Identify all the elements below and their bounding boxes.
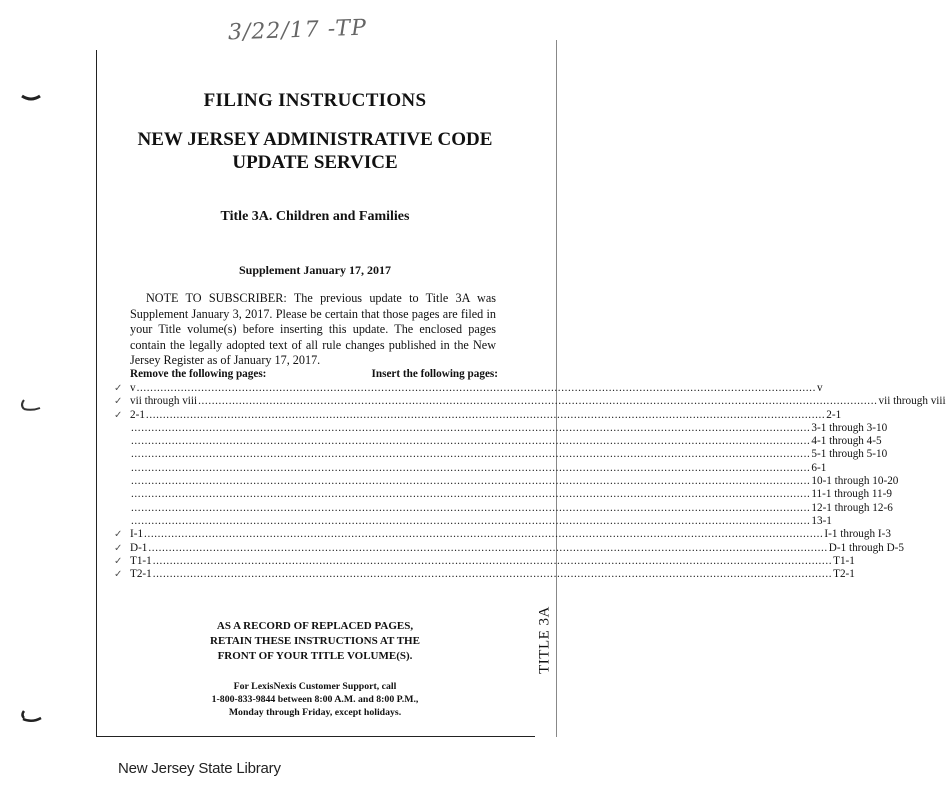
support-line: Monday through Friday, except holidays. [228,707,402,718]
remove-column-header: Remove the following pages: [130,368,267,380]
punch-hole-mark [20,710,42,722]
insert-column-header: Insert the following pages: [371,368,498,380]
table-row [130,514,832,528]
punch-hole-mark [20,398,42,410]
insert-pages-cell: I-1 through I-3 [824,528,891,541]
table-row [130,448,888,461]
leader-dots: ........................................................................................................................................................................................................ [131,475,811,488]
table-row [114,554,855,568]
side-tab-label: TITLE 3A [536,606,553,674]
record-instruction [96,619,534,664]
handwritten-check-icon: ✓ [114,569,123,581]
leader-dots: ........................................................................................................................................................................................................ [131,435,811,448]
page-heading: FILING INSTRUCTIONS [203,90,427,111]
insert-pages-cell: T2-1 [833,568,855,581]
handwritten-check-icon: ✓ [114,383,123,394]
leader-dots: ........................................................................................................................................................................................................ [131,514,811,527]
leader-dots: ........................................................................................................................................................................................................ [131,421,811,434]
remove-pages-cell: D-1 [130,541,148,554]
remove-pages-cell: T1-1 [130,554,152,567]
leader-dots: ........................................................................................................................................................................................................ [136,382,816,394]
insert-pages-cell: 2-1 [826,408,842,421]
table-row [114,408,842,422]
leader-dots: ........................................................................................................................................................................................................ [131,488,811,501]
page-subheading [96,128,534,174]
leader-dots: ........................................................................................................................................................................................................ [198,395,878,408]
subheading-line: NEW JERSEY ADMINISTRATIVE CODE [137,129,493,150]
insert-pages-cell: T1-1 [833,554,855,567]
table-row [130,488,892,501]
remove-pages-cell: T2-1 [130,568,152,581]
table-row [130,461,827,475]
insert-pages-cell: 12-1 through 12-6 [811,501,893,514]
insert-pages-cell: 6-1 [811,461,827,474]
table-row [114,382,823,395]
table-header [130,368,498,382]
title-name: Title 3A. Children and Families [220,209,410,224]
leader-dots: ........................................................................................................................................................................................................ [145,408,826,421]
remove-pages-cell: v [130,382,136,394]
remove-pages-cell: 2-1 [130,408,145,421]
insert-pages-cell: 3-1 through 3-10 [811,421,888,434]
table-row [114,528,891,541]
table-row [114,541,904,555]
record-line: AS A RECORD OF REPLACED PAGES, [216,620,414,632]
insert-pages-cell: 4-1 through 4-5 [811,435,882,448]
record-line: RETAIN THESE INSTRUCTIONS AT THE [210,635,420,647]
table-row [130,435,882,448]
punch-hole-mark [20,92,42,104]
insert-pages-cell: 5-1 through 5-10 [811,448,888,461]
support-line: For LexisNexis Customer Support, call [233,681,397,692]
customer-support [96,680,534,719]
library-stamp: New Jersey State Library [118,760,281,777]
insert-pages-cell: 10-1 through 10-20 [811,475,899,488]
handwritten-check-icon: ✓ [114,542,123,554]
table-rows [114,382,946,581]
handwritten-check-icon: ✓ [114,396,123,408]
supplement-date: Supplement January 17, 2017 [238,263,392,277]
insert-pages-cell: 13-1 [811,514,832,527]
record-line: FRONT OF YOUR TITLE VOLUME(S). [217,650,413,662]
leader-dots: ........................................................................................................................................................................................................ [131,448,811,461]
insert-pages-cell: v [816,382,823,394]
leader-dots: ........................................................................................................................................................................................................ [152,554,833,567]
insert-pages-cell: D-1 through D-5 [828,541,904,554]
table-row [130,475,899,488]
remove-pages-cell: I-1 [130,528,144,541]
table-row [130,501,893,515]
leader-dots: ........................................................................................................................................................................................................ [144,528,824,541]
page-replacement-table [114,368,946,581]
subscriber-note: NOTE TO SUBSCRIBER: The previous update to Title 3A was Supplement January 3, 2017. Please be certain that those pages are filed in your Title volume(s) before inserting this update. The enclosed pages contain the legally adopted text of all rule changes published in the New Jersey Register as of January 17, 2017. [130,291,496,368]
subheading-line: UPDATE SERVICE [232,152,398,173]
table-row [130,421,888,435]
handwritten-check-icon: ✓ [114,409,123,421]
leader-dots: ........................................................................................................................................................................................................ [148,541,828,554]
handwritten-check-icon: ✓ [114,555,123,567]
support-line: 1-800-833-9844 between 8:00 A.M. and 8:00 P.M., [211,694,419,705]
insert-pages-cell: 11-1 through 11-9 [811,488,892,501]
leader-dots: ........................................................................................................................................................................................................ [131,461,811,474]
handwritten-check-icon: ✓ [114,529,123,541]
table-row [114,395,946,408]
handwritten-date-note: 3/22/17 -TP [227,15,368,46]
table-row [114,568,855,581]
leader-dots: ........................................................................................................................................................................................................ [131,501,811,514]
leader-dots: ........................................................................................................................................................................................................ [152,568,833,581]
remove-pages-cell: vii through viii [130,395,198,408]
insert-pages-cell: vii through viii [878,395,946,408]
